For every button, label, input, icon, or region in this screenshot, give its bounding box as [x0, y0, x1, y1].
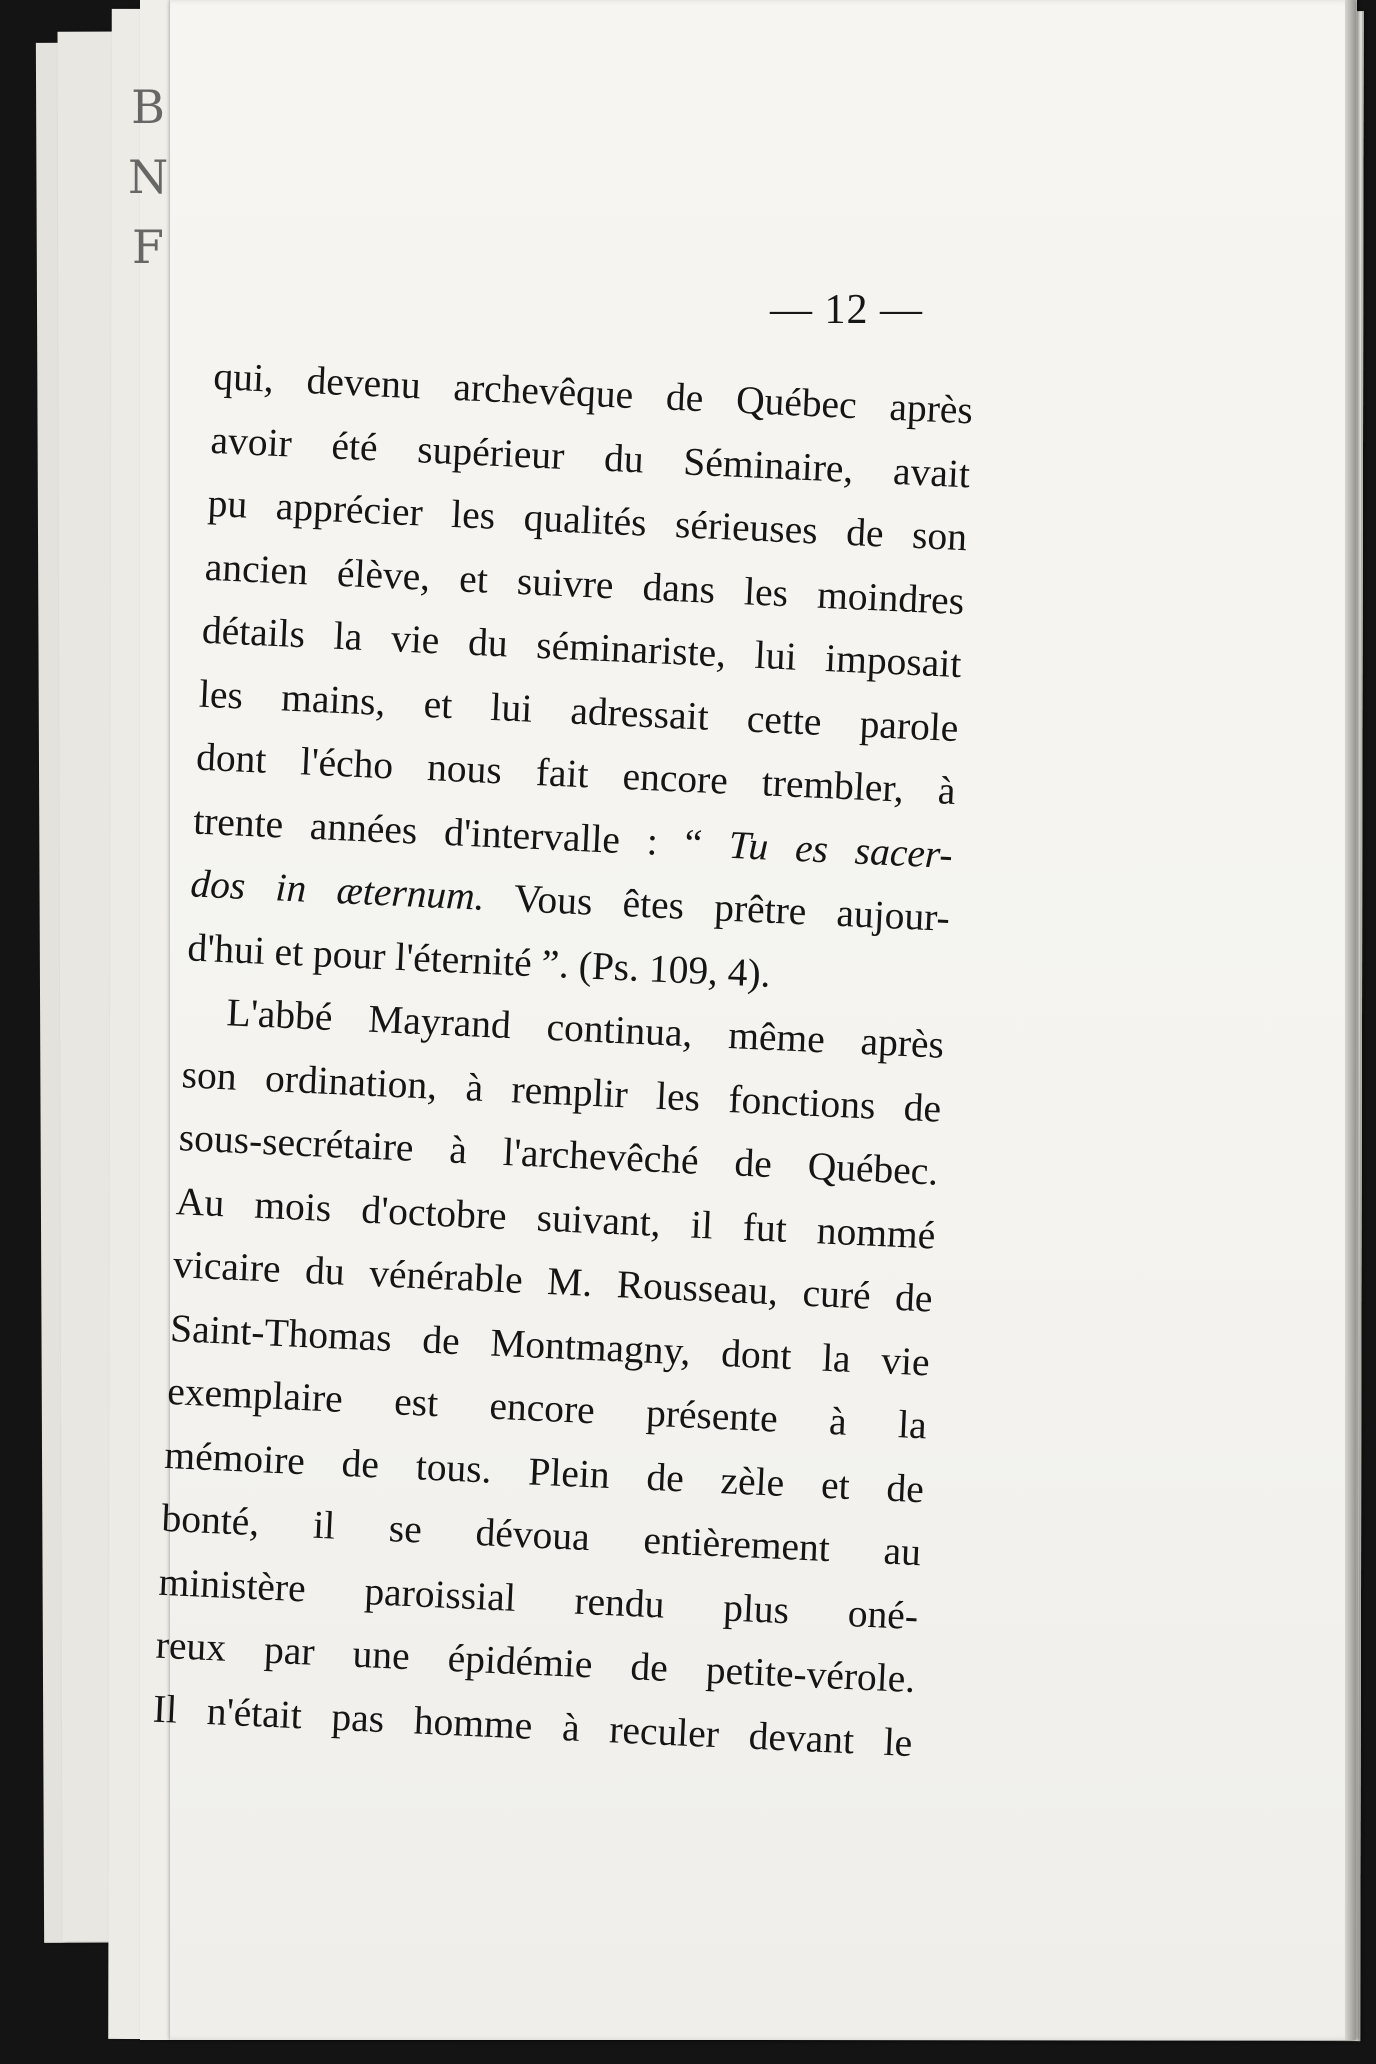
margin-stamp-letter: N — [128, 150, 169, 204]
text-line: reux par une épidémie de petite-vérole. — [154, 1622, 917, 1702]
text-line: Au mois d'octobre suivant, il fut nommé — [175, 1178, 937, 1258]
text-line: Il n'était pas homme à reculer devant le — [152, 1686, 914, 1765]
text-segment: trente années d'intervalle : “ — [192, 798, 704, 866]
text-line: son ordination, à remplir les fonctions de — [180, 1051, 943, 1131]
margin-stamp — [128, 72, 168, 282]
text-segment: Vous êtes prêtre aujour- — [483, 874, 951, 940]
latin-quote: dos in æternum. — [189, 861, 486, 919]
text-line: ancien élève, et suivre dans les moindres — [203, 544, 966, 623]
text-line: exemplaire est encore présente à la — [166, 1368, 928, 1448]
text-line: qui, devenu archevêque de Québec après — [212, 353, 974, 433]
latin-quote: Tu es sacer- — [727, 822, 954, 877]
body-text — [152, 345, 975, 1775]
text-line: d'hui et pour l'éternité ”. (Ps. 109, 4). — [186, 924, 772, 996]
text-line: Saint-Thomas de Montmagny, dont la vie — [169, 1305, 931, 1384]
text-line: bonté, il se dévoua entièrement au — [160, 1495, 922, 1575]
text-line: dont l'écho nous fait encore trembler, à — [195, 734, 957, 814]
margin-stamp-letter: F — [132, 220, 164, 274]
text-line: pu apprécier les qualités sérieuses de son — [206, 480, 969, 560]
text-line: vicaire du vénérable M. Rousseau, curé de — [172, 1242, 934, 1321]
text-line: mémoire de tous. Plein de zèle et de — [163, 1432, 925, 1511]
text-line: sous-secrétaire à l'archevêché de Québec. — [178, 1115, 940, 1194]
text-line: ministère paroissial rendu plus oné- — [157, 1559, 920, 1638]
page-edge-shadow — [1345, 0, 1355, 2040]
text-line: les mains, et lui adressait cette parole — [198, 671, 960, 750]
text-line: avoir été supérieur du Séminaire, avait — [209, 417, 971, 496]
text-line: L'abbé Mayrand continua, même après — [225, 990, 946, 1067]
text-line: détails la vie du séminariste, lui imposait — [201, 607, 963, 687]
page-number: — 12 — — [770, 287, 923, 333]
margin-stamp-letter: B — [131, 80, 165, 134]
